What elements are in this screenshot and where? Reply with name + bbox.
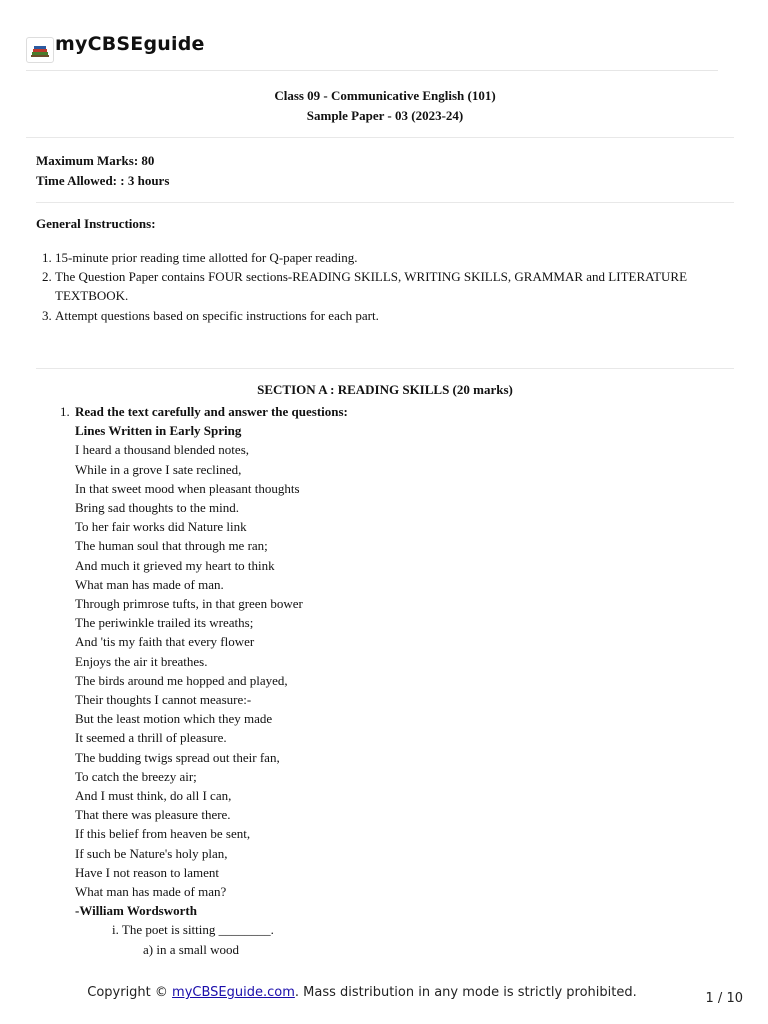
- time-allowed: Time Allowed: : 3 hours: [36, 172, 170, 188]
- instruction-item: [36, 248, 726, 267]
- answer-option: a) in a small wood: [143, 941, 240, 957]
- instruction-text: 15-minute prior reading time allotted for Q-paper reading.: [55, 250, 358, 265]
- poem-line: I heard a thousand blended notes,: [75, 442, 250, 458]
- poem-line: Bring sad thoughts to the mind.: [75, 500, 239, 516]
- instruction-item: [36, 267, 726, 305]
- divider: [36, 202, 734, 203]
- poem-title: Lines Written in Early Spring: [75, 423, 242, 439]
- paper-title-line-1: Class 09 - Communicative English (101): [274, 88, 496, 103]
- poem-line: What man has made of man.: [75, 576, 224, 592]
- question-body: [75, 402, 715, 959]
- instruction-number: 2.: [42, 269, 52, 285]
- poem-author: -William Wordsworth: [75, 903, 197, 919]
- poem-line: The birds around me hopped and played,: [75, 672, 288, 688]
- footer: [0, 985, 724, 1000]
- poem-line: Enjoys the air it breathes.: [75, 653, 208, 669]
- instruction-text: Attempt questions based on specific instructions for each part.: [55, 307, 379, 323]
- copyright-prefix: Copyright ©: [87, 985, 173, 1000]
- poem-line: If this belief from heaven be sent,: [75, 826, 251, 842]
- poem-line: If such be Nature's holy plan,: [75, 845, 228, 861]
- poem-line: To her fair works did Nature link: [75, 519, 247, 535]
- poem-line: The budding twigs spread out their fan,: [75, 749, 280, 765]
- poem: [75, 440, 715, 901]
- page-number: 1 / 10: [705, 991, 743, 1006]
- poem-line: That there was pleasure there.: [75, 807, 231, 823]
- question-number: 1.: [60, 404, 70, 419]
- paper-title: [36, 86, 734, 125]
- instruction-number: 3.: [42, 307, 52, 323]
- poem-line: Through primrose tufts, in that green bower: [75, 596, 303, 612]
- poem-line: To catch the breezy air;: [75, 768, 197, 784]
- max-marks: Maximum Marks: 80: [36, 153, 155, 168]
- copyright-suffix: . Mass distribution in any mode is strictly prohibited.: [294, 985, 637, 1000]
- sub-question: i. The poet is sitting ________.: [112, 922, 274, 938]
- brand-name[interactable]: myCBSEguide: [55, 33, 205, 55]
- instructions-list: [36, 248, 726, 325]
- poem-line: In that sweet mood when pleasant thoughts: [75, 480, 300, 496]
- question-prompt: Read the text carefully and answer the questions:: [75, 404, 348, 419]
- poem-line: The human soul that through me ran;: [75, 538, 268, 554]
- instruction-number: 1.: [42, 250, 52, 265]
- section-a-title: SECTION A : READING SKILLS (20 marks): [257, 382, 513, 397]
- instruction-text: The Question Paper contains FOUR sections-READING SKILLS, WRITING SKILLS, GRAMMAR and LITERATURE TEXTBOOK.: [55, 269, 688, 304]
- site-header: [26, 30, 718, 71]
- instruction-item: [36, 306, 726, 325]
- poem-line: While in a grove I sate reclined,: [75, 461, 242, 477]
- book-stack-icon[interactable]: [26, 37, 54, 63]
- paper-title-line-2: Sample Paper - 03 (2023-24): [306, 107, 464, 123]
- poem-line: Have I not reason to lament: [75, 864, 220, 880]
- poem-line: It seemed a thrill of pleasure.: [75, 730, 227, 746]
- marks-info: [36, 151, 169, 190]
- poem-line: And I must think, do all I can,: [75, 788, 232, 804]
- general-instructions-title: General Instructions:: [36, 216, 156, 231]
- poem-line: And much it grieved my heart to think: [75, 557, 275, 573]
- divider: [36, 368, 734, 369]
- poem-line: The periwinkle trailed its wreaths;: [75, 615, 254, 631]
- site-link[interactable]: myCBSEguide.com: [172, 985, 295, 1000]
- poem-line: But the least motion which they made: [75, 711, 273, 727]
- poem-line: What man has made of man?: [75, 884, 227, 900]
- divider: [26, 137, 734, 138]
- poem-line: And 'tis my faith that every flower: [75, 634, 255, 650]
- poem-line: Their thoughts I cannot measure:-: [75, 692, 252, 708]
